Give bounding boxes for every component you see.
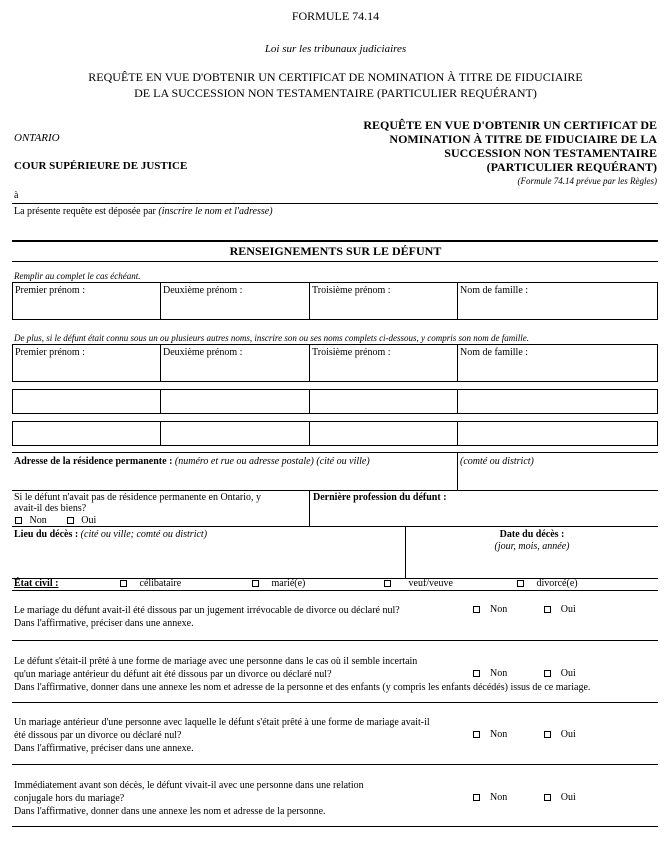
- right-title: REQUÊTE EN VUE D'OBTENIR UN CERTIFICAT DE NOMINATION À TITRE DE FIDUCIAIRE DE LA SUCCESSION NON TESTAMENTAIRE (PARTICULIER REQUÉRANT): [363, 118, 657, 174]
- second-name-field[interactable]: Deuxième prénom :: [163, 285, 243, 296]
- rules-note: (Formule 74.14 prévue par les Règles): [517, 176, 657, 186]
- no-residence-options: Non Oui: [15, 515, 96, 526]
- other-second-name-field[interactable]: Deuxième prénom :: [163, 347, 243, 358]
- question-divorce-options: Non Oui: [473, 604, 576, 615]
- other-last-name-field[interactable]: Nom de famille :: [460, 347, 529, 358]
- question-divorce: Le mariage du défunt avait-il été dissous par un jugement irrévocable de divorce ou déclaré nul? Dans l'affirmative, préciser dans une annexe.: [14, 605, 400, 629]
- last-name-field[interactable]: Nom de famille :: [460, 285, 529, 296]
- court-name: COUR SUPÉRIEURE DE JUSTICE: [14, 160, 188, 172]
- question-uncertain-marriage: Le défunt s'était-il prêté à une forme de mariage avec une personne dans le cas où il semble incertain qu'un mariage antérieur du défunt ait été dissous par un divorce ou déclaré nul? Dans l'affirmative, donner dans une annexe les nom et adresse de la personne et des enfants (y compris les enfants décédés) issus de ce mariage.: [14, 656, 591, 693]
- filed-by: La présente requête est déposée par (inscrire le nom et l'adresse): [14, 206, 273, 217]
- names-instruction: Remplir au complet le cas échéant.: [14, 271, 141, 281]
- divorce-no-checkbox[interactable]: [473, 606, 480, 613]
- question-prior-marriage: Un mariage antérieur d'une personne avec laquelle le défunt s'était prêté à une forme de mariage avait-il été dissous par un divorce ou déclaré nul? Dans l'affirmative, préciser dans une annexe.: [14, 717, 430, 754]
- section-title: RENSEIGNEMENTS SUR LE DÉFUNT: [229, 244, 442, 258]
- marital-divorced[interactable]: divorcé(e): [517, 578, 578, 589]
- widowed-checkbox[interactable]: [384, 580, 391, 587]
- marital-married[interactable]: marié(e): [252, 578, 305, 589]
- conjugal-yes-checkbox[interactable]: [544, 794, 551, 801]
- uncertain-yes-checkbox[interactable]: [544, 670, 551, 677]
- divider: [12, 203, 658, 204]
- first-name-field[interactable]: Premier prénom :: [15, 285, 85, 296]
- county-field[interactable]: (comté ou district): [460, 456, 534, 467]
- no-residence-no-checkbox[interactable]: [15, 517, 22, 524]
- question-conjugal-options: Non Oui: [473, 792, 576, 803]
- form-number: FORMULE 74.14: [291, 9, 380, 23]
- death-date-field[interactable]: Date du décès : (jour, mois, année): [494, 529, 570, 552]
- occupation-field[interactable]: Dernière profession du défunt :: [313, 492, 447, 503]
- prior-yes-checkbox[interactable]: [544, 731, 551, 738]
- marital-label: État civil :: [14, 578, 59, 589]
- other-third-name-field[interactable]: Troisième prénom :: [312, 347, 391, 358]
- no-residence-question: Si le défunt n'avait pas de résidence permanente en Ontario, y avait-il des biens?: [14, 492, 261, 514]
- question-conjugal: Immédiatement avant son décès, le défunt vivait-il avec une personne dans une relation conjugale hors du mariage? Dans l'affirmative, donner dans une annexe les nom et adresse de la personne.: [14, 780, 364, 817]
- uncertain-no-checkbox[interactable]: [473, 670, 480, 677]
- section-divider: [12, 240, 658, 242]
- marital-single[interactable]: célibataire: [120, 578, 181, 589]
- third-name-field[interactable]: Troisième prénom :: [312, 285, 391, 296]
- conjugal-no-checkbox[interactable]: [473, 794, 480, 801]
- section-underline: [12, 261, 658, 262]
- divorce-yes-checkbox[interactable]: [544, 606, 551, 613]
- other-names-row-3[interactable]: [12, 421, 658, 446]
- province: ONTARIO: [14, 132, 60, 144]
- married-checkbox[interactable]: [252, 580, 259, 587]
- prior-no-checkbox[interactable]: [473, 731, 480, 738]
- other-names-instruction: De plus, si le défunt était connu sous un ou plusieurs autres noms, inscrire son ou ses noms complets ci-dessous, y compris son nom de famille.: [14, 333, 530, 343]
- question-prior-options: Non Oui: [473, 729, 576, 740]
- a-label: à: [14, 190, 19, 201]
- title-line-2: DE LA SUCCESSION NON TESTAMENTAIRE (PARTICULIER REQUÉRANT): [134, 86, 537, 100]
- other-names-row-2[interactable]: [12, 389, 658, 414]
- death-place-field[interactable]: Lieu du décès : (cité ou ville; comté ou district): [14, 529, 208, 540]
- act-name: Loi sur les tribunaux judiciaires: [264, 43, 407, 55]
- no-residence-yes-checkbox[interactable]: [67, 517, 74, 524]
- residence-field[interactable]: Adresse de la résidence permanente : (numéro et rue ou adresse postale) (cité ou ville): [14, 456, 370, 467]
- marital-widowed[interactable]: veuf/veuve: [384, 578, 453, 589]
- question-uncertain-options: Non Oui: [473, 668, 576, 679]
- single-checkbox[interactable]: [120, 580, 127, 587]
- divorced-checkbox[interactable]: [517, 580, 524, 587]
- other-first-name-field[interactable]: Premier prénom :: [15, 347, 85, 358]
- title-line-1: REQUÊTE EN VUE D'OBTENIR UN CERTIFICAT DE NOMINATION À TITRE DE FIDUCIAIRE: [88, 70, 583, 84]
